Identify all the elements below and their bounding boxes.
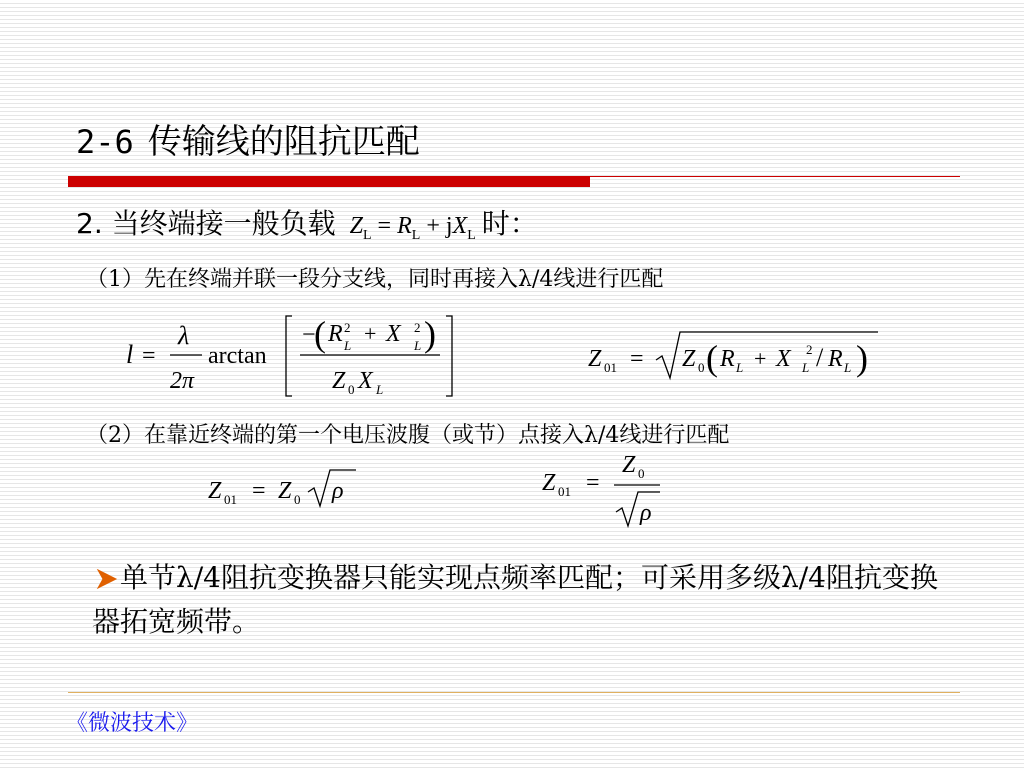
eq4-z-sub: 01 xyxy=(558,484,571,499)
item-2-suffix: 时： xyxy=(481,207,538,240)
title-underline-red-bar xyxy=(68,176,590,187)
eq1-left-bracket xyxy=(286,316,292,396)
eq2-plus: + xyxy=(754,346,767,371)
formula-r-sub: L xyxy=(411,227,421,243)
eq3-z-sub: 01 xyxy=(224,492,237,507)
eq1-two-pi: 2π xyxy=(170,368,195,394)
eq1-lambda: λ xyxy=(178,321,190,350)
formula-j: j xyxy=(445,213,453,239)
formula-z-sub: L xyxy=(362,227,372,243)
eq1-minus: − xyxy=(302,322,316,348)
eq1-r-sub: L xyxy=(344,338,352,353)
eq1-x: X xyxy=(386,321,401,347)
formula-plus: + xyxy=(426,213,440,239)
eq1-den-x: X xyxy=(358,368,373,394)
title-number: 2-6 xyxy=(76,123,134,161)
eq2-z0: Z xyxy=(682,346,696,372)
eq2-eq: = xyxy=(630,346,644,372)
eq1-lparen: ( xyxy=(314,314,326,354)
eq1-rparen: ) xyxy=(424,314,436,354)
eq3-rho: ρ xyxy=(332,478,344,504)
eq2-lparen: ( xyxy=(706,338,718,378)
bullet-content: 单节λ/4阻抗变换器只能实现点频率匹配；可采用多级λ/4阻抗变换器拓宽频带。 xyxy=(92,561,938,638)
eq4-rho: ρ xyxy=(640,500,652,526)
equation-stub-length xyxy=(120,308,480,404)
eq2-rparen: ) xyxy=(856,338,868,378)
eq1-z0: Z xyxy=(332,368,346,394)
eq4-z0-sub: 0 xyxy=(638,466,645,481)
title-text: 传输线的阻抗匹配 xyxy=(147,122,420,162)
equation-z01-antinode xyxy=(204,462,364,512)
step-1-text: （1）先在终端并联一段分支线，同时再接入λ/4线进行匹配 xyxy=(86,267,664,292)
eq2-r2-sub: L xyxy=(844,360,852,375)
eq4-z: Z xyxy=(542,470,556,496)
eq2-r-sub: L xyxy=(736,360,744,375)
eq2-z-sub: 01 xyxy=(604,360,617,375)
item-2-heading xyxy=(76,206,538,254)
eq2-x: X xyxy=(776,346,791,372)
eq1-x-sub: L xyxy=(414,338,422,353)
eq1-l: l xyxy=(126,340,134,369)
step-2-text: （2）在靠近终端的第一个电压波腹（或节）点接入λ/4线进行匹配 xyxy=(86,423,730,448)
eq1-x-exp: 2 xyxy=(414,320,421,335)
eq1-den-x-sub: L xyxy=(376,382,384,397)
eq2-z0-sub: 0 xyxy=(698,360,705,375)
eq2-z: Z xyxy=(588,346,602,372)
eq2-r2: R xyxy=(828,346,843,372)
eq4-z0: Z xyxy=(622,452,636,478)
eq3-eq: = xyxy=(252,478,266,504)
item-2-prefix: 2. 当终端接一般负载 xyxy=(76,207,336,240)
equation-z01-node xyxy=(540,448,670,532)
eq2-r: R xyxy=(720,346,735,372)
eq3-z: Z xyxy=(208,478,222,504)
formula-x-sub: L xyxy=(467,227,476,243)
eq1-right-bracket xyxy=(446,316,452,396)
eq1-r: R xyxy=(328,321,343,347)
footer-course-title: 《微波技术》 xyxy=(66,711,199,736)
eq2-slash: / xyxy=(816,343,824,372)
equation-z01-parallel xyxy=(584,324,884,384)
bullet-text xyxy=(92,556,952,644)
eq4-radical xyxy=(616,492,660,526)
load-formula xyxy=(349,213,476,243)
eq1-plus: + xyxy=(364,321,377,346)
eq3-z0-sub: 0 xyxy=(294,492,301,507)
formula-eq: = xyxy=(377,213,392,239)
eq2-x-sub: L xyxy=(802,360,810,375)
eq3-z0: Z xyxy=(278,478,292,504)
eq1-arctan: arctan xyxy=(208,343,267,369)
formula-r: R xyxy=(397,213,412,239)
formula-z: Z xyxy=(349,213,363,239)
eq1-r-exp: 2 xyxy=(344,320,351,335)
eq2-x-exp: 2 xyxy=(806,342,813,357)
eq4-eq: = xyxy=(586,470,600,496)
formula-x: X xyxy=(452,213,468,239)
eq1-eq: = xyxy=(142,343,156,369)
eq1-z0-sub: 0 xyxy=(348,382,355,397)
slide-title xyxy=(76,122,420,162)
footer-divider xyxy=(68,692,960,693)
